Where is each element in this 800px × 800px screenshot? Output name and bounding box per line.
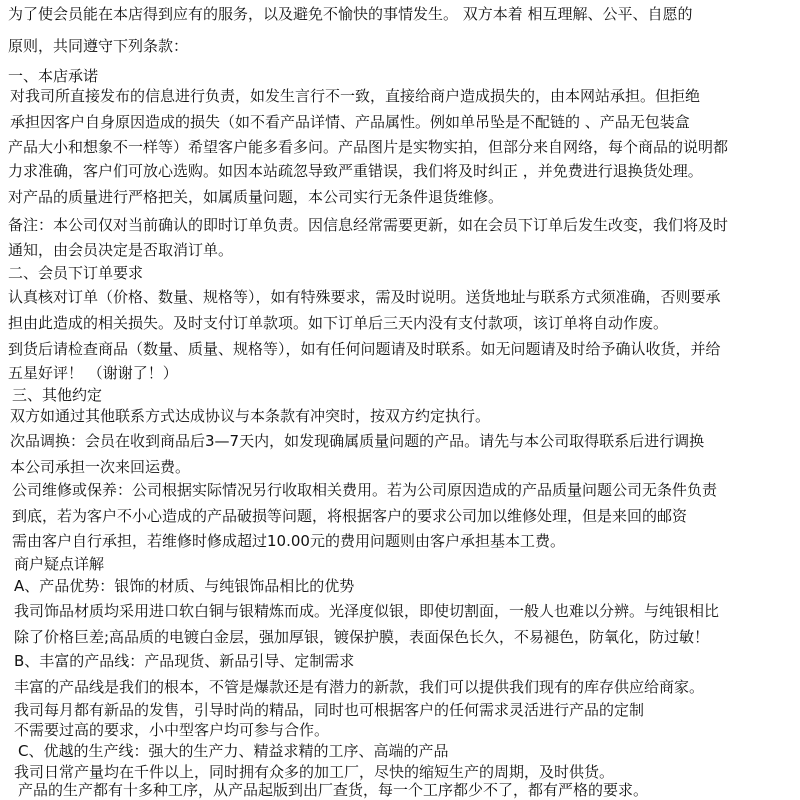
quality-line: 对产品的质量进行严格把关，如属质量问题，本公司实行无条件退货维修。: [8, 188, 504, 206]
faq-c-heading: C、优越的生产线：强大的生产力、精益求精的工序、高端的产品: [18, 742, 449, 760]
order-line-4: 五星好评！ （谢谢了！）: [8, 364, 178, 382]
faq-a-line-2: 除了价格巨差;高品质的电镀白金层，强加厚银，镀保护膜，表面保色长久，不易褪色，防氧化，防过敏！: [14, 628, 710, 646]
repair-line-2: 到底，若为客户不小心造成的产品破损等问题，将根据客户的要求公司加以维修处理，但是来回的邮资: [12, 507, 688, 525]
exchange-line-2: 本公司承担一次来回运费。: [10, 458, 191, 476]
order-line-3: 到货后请检查商品（数量、质量、规格等），如有任何问题请及时联系。如无问题请及时给予确认收货，并给: [8, 340, 721, 358]
faq-a-line-1: 我司饰品材质均采用进口软白铜与银精炼而成。光泽度似银，即使切割面，一般人也难以分辨。与纯银相比: [14, 602, 720, 620]
store-promise-line-1: 对我司所直接发布的信息进行负责，如发生言行不一致，直接给商户造成损失的，由本网站承担。但拒绝: [10, 87, 701, 105]
faq-b-line-1: 丰富的产品线是我们的根本，不管是爆款还是有潜力的新款，我们可以提供我们现有的库存供应给商家。: [14, 678, 705, 696]
repair-line-3: 需由客户自行承担，若维修时修成超过10.00元的费用问题则由客户承担基本工费。: [12, 532, 565, 550]
repair-line-1: 公司维修或保养：公司根据实际情况另行收取相关费用。若为公司原因造成的产品质量问题公司无条件负责: [12, 481, 718, 499]
other-line-1: 双方如通过其他联系方式达成协议与本条款有冲突时，按双方约定执行。: [10, 407, 491, 425]
intro-line-1: 为了使会员能在本店得到应有的服务，以及避免不愉快的事情发生。 双方本着 相互理解、公平、自愿的: [8, 5, 693, 23]
section-heading-order-requirements: 二、会员下订单要求: [8, 264, 144, 282]
section-heading-other-terms: 三、其他约定: [12, 386, 103, 404]
order-line-2: 担由此造成的相关损失。及时支付订单款项。如下订单后三天内没有支付款项，该订单将自动作废。: [8, 314, 669, 332]
faq-a-heading: A、产品优势：银饰的材质、与纯银饰品相比的优势: [14, 577, 355, 595]
store-promise-line-2: 承担因客户自身原因造成的损失（如不看产品详情、产品属性。例如单吊坠是不配链的 、产品无包装盒: [10, 113, 690, 131]
store-promise-line-3: 产品大小和想象不一样等）希望客户能多看多问。产品图片是实物实拍，但部分来自网络，每个商品的说明都: [8, 138, 729, 156]
faq-b-line-2: 我司每月都有新品的发售，引导时尚的精品，同时也可根据客户的任何需求灵活进行产品的定制: [14, 701, 645, 719]
exchange-line-1: 次品调换：会员在收到商品后3—7天内，如发现确属质量问题的产品。请先与本公司取得联系后进行调换: [10, 432, 705, 450]
remark-line-2: 通知，由会员决定是否取消订单。: [8, 241, 234, 259]
faq-b-heading: B、丰富的产品线：产品现货、新品引导、定制需求: [14, 652, 355, 670]
store-promise-line-4: 力求准确，客户们可放心选购。如因本站疏忽导致严重错误，我们将及时纠正 ，并免费进行退换货处理。: [8, 162, 703, 180]
section-heading-faq: 商户疑点详解: [14, 555, 105, 573]
remark-line-1: 备注：本公司仅对当前确认的即时订单负责。因信息经常需要更新，如在会员下订单后发生改变，我们将及时: [8, 216, 729, 234]
faq-b-line-3: 不需要过高的要求，小中型客户均可参与合作。: [14, 721, 330, 739]
section-heading-store-promise: 一、本店承诺: [8, 67, 99, 85]
intro-line-2: 原则，共同遵守下列条款：: [8, 37, 189, 55]
faq-c-line-1: 我司日常产量均在千件以上，同时拥有众多的加工厂，尽快的缩短生产的周期，及时供货。: [14, 763, 615, 781]
order-line-1: 认真核对订单（价格、数量、规格等），如有特殊要求，需及时说明。送货地址与联系方式须准确，否则要承: [8, 288, 721, 306]
faq-c-line-2: 产品的生产都有十多种工序，从产品起版到出厂查货，每一个工序都少不了，都有严格的要求。: [18, 781, 649, 799]
